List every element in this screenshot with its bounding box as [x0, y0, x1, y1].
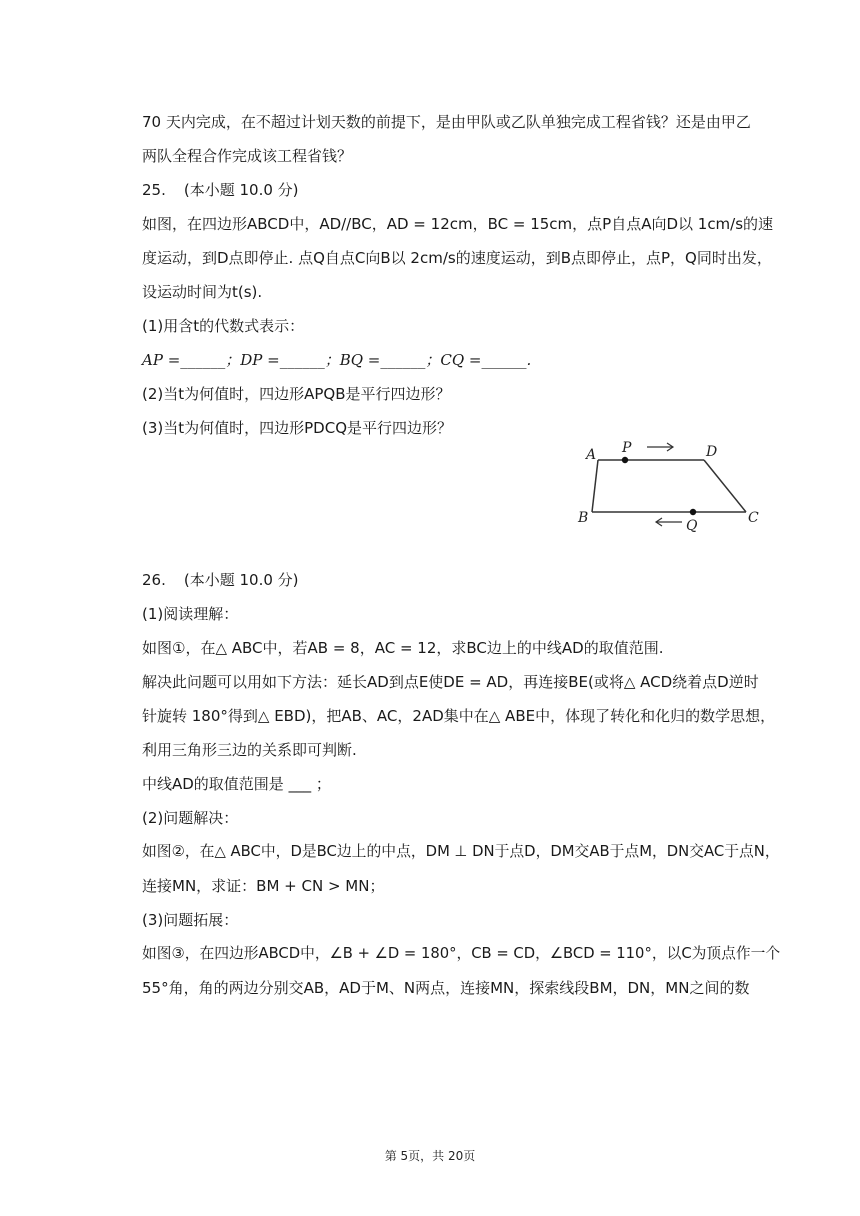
question-25-header [142, 180, 299, 200]
text-line: 70 天内完成，在不超过计划天数的前提下，是由甲队或乙队单独完成工程省钱？还是由甲乙 [142, 113, 751, 131]
label-b: B [578, 510, 589, 526]
page-footer: 第 5页，共 20页 [384, 1149, 476, 1163]
text-line: 设运动时间为t(s). [142, 283, 263, 301]
text-line: (3)问题拓展： [142, 911, 239, 929]
text-line: (1)阅读理解： [142, 605, 239, 623]
label-a: A [586, 447, 597, 463]
text-line: AP =______；DP =______；BQ =______；CQ =______. [142, 351, 532, 369]
question-score: (本小题 10.0 分) [183, 571, 299, 589]
text-line: (3)当t为何值时，四边形PDCQ是平行四边形？ [142, 419, 453, 437]
arrow-right-icon [647, 443, 673, 451]
text-line: 如图②，在△ ABC中，D是BC边上的中点，DM ⊥ DN于点D，DM交AB于点M，DN交AC于点N， [142, 843, 780, 860]
text-line: 中线AD的取值范围是 ___ ； [142, 775, 331, 793]
segment-dc [704, 460, 746, 512]
label-q: Q [686, 518, 698, 534]
trapezoid-figure [572, 432, 772, 542]
point-q [690, 509, 696, 515]
label-d: D [706, 444, 718, 460]
text-line: 如图，在四边形ABCD中，AD//BC，AD = 12cm，BC = 15cm，点P自点A向D以 1cm/s的速 [142, 215, 774, 233]
question-number: 25. [142, 181, 166, 199]
text-line: 两队全程合作完成该工程省钱？ [142, 147, 353, 165]
arrow-left-icon [656, 518, 682, 526]
point-p [622, 457, 628, 463]
question-number: 26. [142, 571, 166, 589]
text-line: 针旋转 180°得到△ EBD)，把AB、AC，2AD集中在△ ABE中，体现了转化和化归的数学思想， [142, 707, 776, 725]
text-line: 如图③，在四边形ABCD中，∠B + ∠D = 180°，CB = CD，∠BCD = 110°，以C为顶点作一个 [142, 945, 781, 962]
text-line: 55°角，角的两边分别交AB，AD于M、N两点，连接MN，探索线段BM，DN，MN之间的数 [142, 979, 750, 997]
text-line: 连接MN，求证：BM + CN > MN； [142, 877, 385, 895]
label-c: C [748, 510, 759, 526]
text-line: 解决此问题可以用如下方法：延长AD到点E使DE = AD，再连接BE(或将△ ACD绕着点D逆时 [142, 673, 759, 691]
label-p: P [622, 440, 632, 456]
question-score: (本小题 10.0 分) [183, 181, 299, 199]
text-line: (1)用含t的代数式表示： [142, 317, 305, 335]
text-line: 如图①，在△ ABC中，若AB = 8，AC = 12，求BC边上的中线AD的取值范围. [142, 639, 664, 657]
text-line: (2)问题解决： [142, 809, 239, 827]
question-26-header [142, 570, 299, 590]
text-line: 度运动，到D点即停止. 点Q自点C向B以 2cm/s的速度运动，到B点即停止，点P，Q同时出发， [142, 249, 772, 267]
text-line: 利用三角形三边的关系即可判断. [142, 741, 357, 759]
text-line: (2)当t为何值时，四边形APQB是平行四边形？ [142, 385, 451, 403]
segment-ab [592, 460, 598, 512]
